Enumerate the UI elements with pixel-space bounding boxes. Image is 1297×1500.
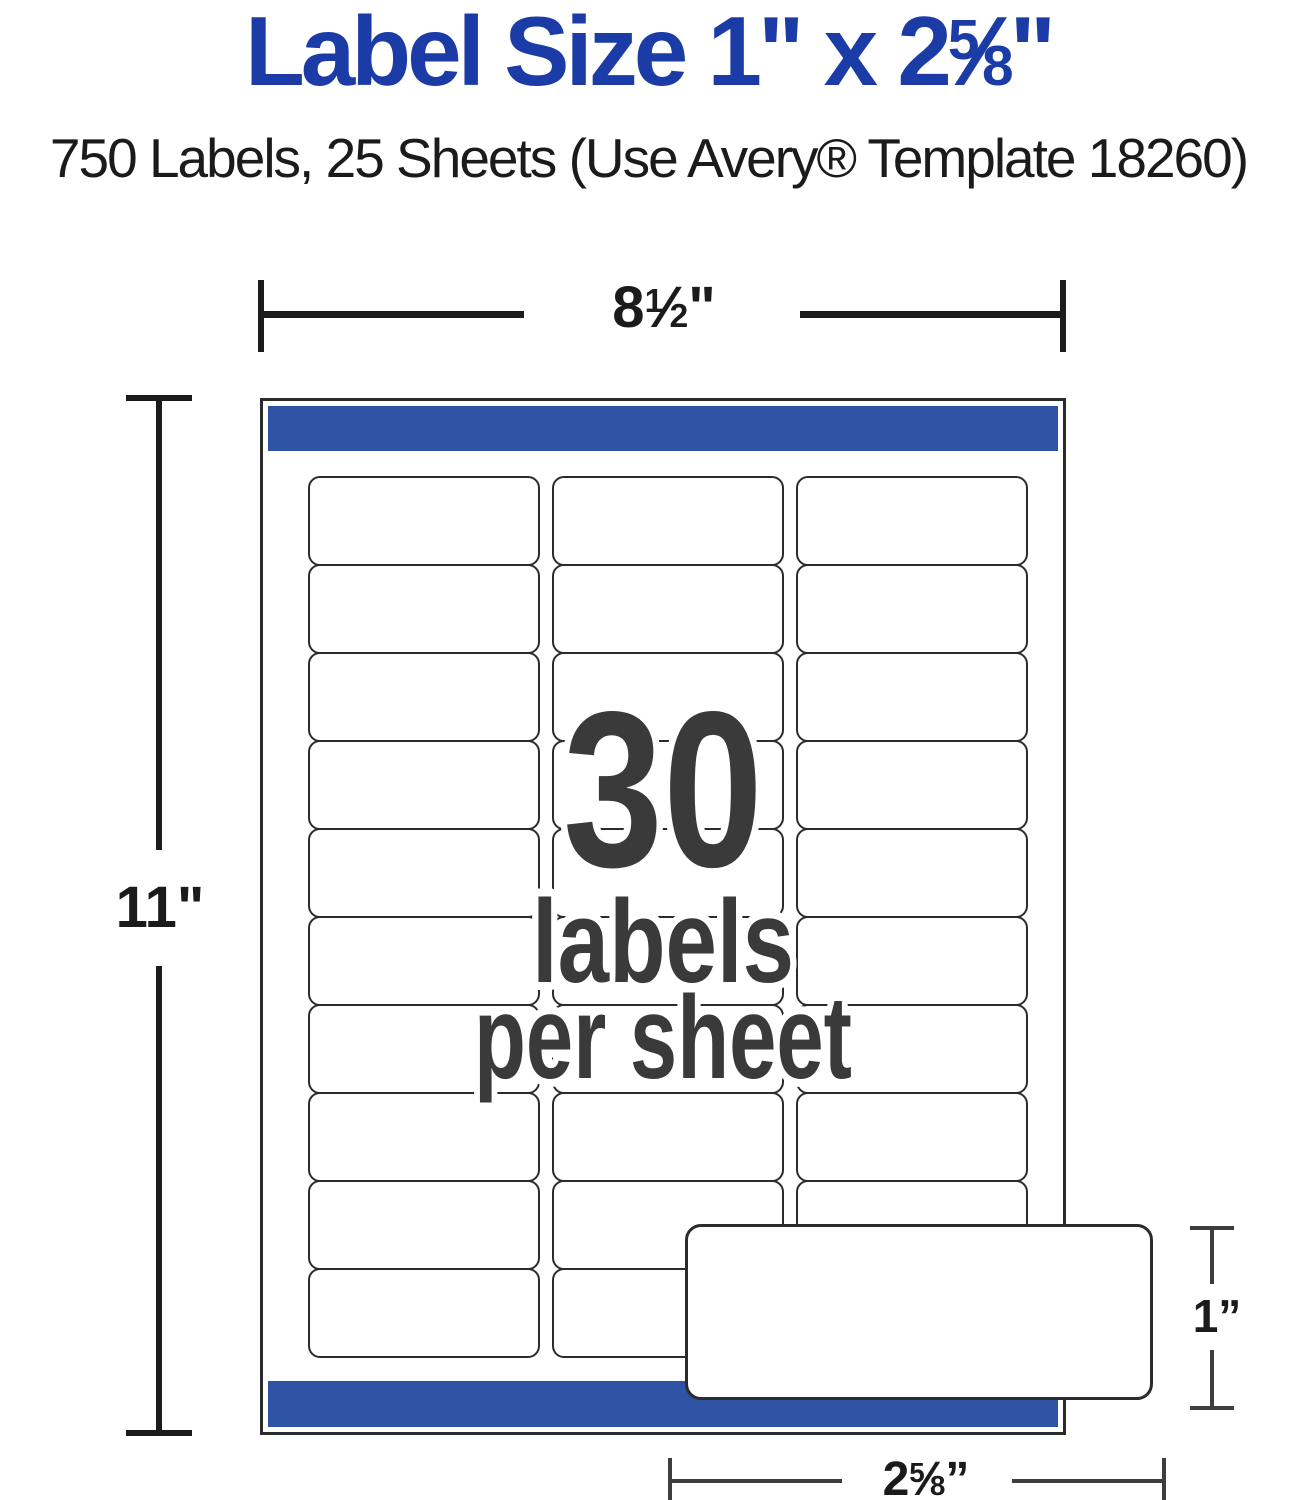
height-dim-line-bottom <box>156 966 162 1432</box>
label-width-dim-line-right <box>1012 1479 1164 1483</box>
label-grid-row <box>308 916 1028 1006</box>
label-grid-row <box>308 828 1028 918</box>
label-grid-row <box>308 476 1028 566</box>
label-cell <box>796 828 1028 918</box>
height-dim-line-top <box>156 398 162 850</box>
width-dim-line-right <box>800 311 1062 318</box>
width-frac-slash: ⁄ <box>661 275 672 340</box>
labels-count-text: 30 <box>563 666 763 914</box>
per-sheet-text: per sheet <box>474 972 852 1104</box>
title-fraction-denominator: 8 <box>981 35 1010 98</box>
sheet-height-dimension: 11" <box>115 875 205 940</box>
label-grid-row <box>308 564 1028 654</box>
label-cell <box>552 564 784 654</box>
label-cell <box>308 916 540 1006</box>
label-width-dimension <box>836 1448 1016 1500</box>
title-fraction-slash: ⁄ <box>972 0 985 106</box>
width-frac-den: 2 <box>669 298 689 335</box>
label-cell <box>552 652 784 742</box>
label-width-dim-line-left <box>670 1479 842 1483</box>
label-cell <box>552 476 784 566</box>
label-cell <box>308 740 540 830</box>
label-cell <box>552 1092 784 1182</box>
labels-word-text: labels <box>532 876 794 1008</box>
page-title <box>0 0 1297 110</box>
title-suffix: " <box>1009 0 1053 106</box>
subtitle: 750 Labels, 25 Sheets (Use Avery® Template 18260) <box>49 127 1248 189</box>
label-height-dim-line-bottom <box>1210 1350 1214 1410</box>
label-grid-row <box>308 1092 1028 1182</box>
label-cell <box>308 652 540 742</box>
callout-label <box>685 1224 1153 1400</box>
label-cell <box>796 476 1028 566</box>
label-cell <box>308 828 540 918</box>
label-cell <box>552 1004 784 1094</box>
width-frac-num: 1 <box>644 282 664 320</box>
title-prefix: Label Size 1" x 2 <box>244 0 948 106</box>
label-cell <box>308 1004 540 1094</box>
width-unit: " <box>688 275 716 340</box>
label-grid-row <box>308 652 1028 742</box>
sheet-top-stripe <box>268 406 1058 451</box>
label-cell <box>796 740 1028 830</box>
label-width-frac-slash: ⁄ <box>923 1453 932 1500</box>
label-cell <box>308 476 540 566</box>
label-cell <box>796 1092 1028 1182</box>
label-cell <box>308 1268 540 1358</box>
label-cell <box>796 652 1028 742</box>
label-cell <box>796 916 1028 1006</box>
label-cell <box>796 564 1028 654</box>
label-grid-row <box>308 740 1028 830</box>
label-height-dim-line-top <box>1210 1226 1214 1284</box>
label-cell <box>308 1180 540 1270</box>
label-cell <box>552 828 784 918</box>
label-width-frac-den: 8 <box>929 1470 946 1500</box>
label-cell <box>308 1092 540 1182</box>
label-width-whole: 2 <box>882 1453 910 1500</box>
width-dim-line-left <box>262 311 524 318</box>
label-cell <box>552 740 784 830</box>
label-cell <box>796 1004 1028 1094</box>
label-width-unit: ” <box>945 1453 970 1500</box>
label-width-frac-num: 5 <box>909 1457 925 1489</box>
title-fraction-numerator: 5 <box>947 9 976 73</box>
label-cell <box>552 916 784 1006</box>
sheet-width-dimension <box>544 268 784 348</box>
label-cell <box>308 564 540 654</box>
label-height-dimension: 1” <box>1192 1290 1242 1342</box>
label-grid-row <box>308 1004 1028 1094</box>
width-whole: 8 <box>612 275 645 340</box>
